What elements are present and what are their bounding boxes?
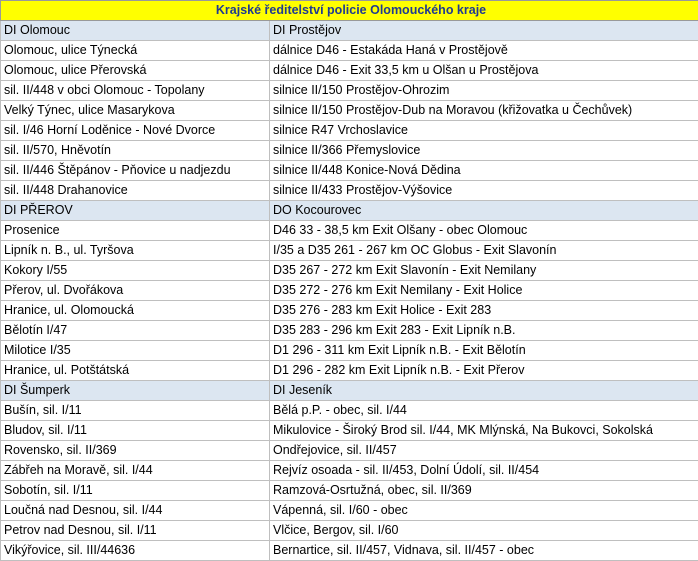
table-row [1,341,698,361]
section-header-row [1,21,698,41]
location-cell[interactable]: sil. II/448 v obci Olomouc - Topolany [1,81,270,101]
table-row [1,421,698,441]
location-cell[interactable]: Prosenice [1,221,270,241]
route-cell[interactable]: D35 276 - 283 km Exit Holice - Exit 283 [270,301,698,321]
table-row [1,401,698,421]
table-row [1,521,698,541]
route-cell[interactable]: I/35 a D35 261 - 267 km OC Globus - Exit Slavonín [270,241,698,261]
location-cell[interactable]: Velký Týnec, ulice Masarykova [1,101,270,121]
route-cell[interactable]: D1 296 - 311 km Exit Lipník n.B. - Exit Bělotín [270,341,698,361]
table-row [1,281,698,301]
table-row [1,121,698,141]
table-row [1,141,698,161]
table-row [1,221,698,241]
table-row [1,161,698,181]
table-title[interactable]: Krajské ředitelství policie Olomouckého kraje [1,1,698,21]
table-row [1,501,698,521]
route-cell[interactable]: Bělá p.P. - obec, sil. I/44 [270,401,698,421]
route-cell[interactable]: D1 296 - 282 km Exit Lipník n.B. - Exit Přerov [270,361,698,381]
location-cell[interactable]: Petrov nad Desnou, sil. I/11 [1,521,270,541]
location-cell[interactable]: Rovensko, sil. II/369 [1,441,270,461]
location-cell[interactable]: Vikýřovice, sil. III/44636 [1,541,270,561]
location-cell[interactable]: Olomouc, ulice Týnecká [1,41,270,61]
table-row [1,101,698,121]
route-cell[interactable]: dálnice D46 - Exit 33,5 km u Olšan u Prostějova [270,61,698,81]
table-row [1,261,698,281]
route-cell[interactable]: Vlčice, Bergov, sil. I/60 [270,521,698,541]
location-cell[interactable]: Bludov, sil. I/11 [1,421,270,441]
route-cell[interactable]: D35 283 - 296 km Exit 283 - Exit Lipník n.B. [270,321,698,341]
location-cell[interactable]: Sobotín, sil. I/11 [1,481,270,501]
table-row [1,461,698,481]
table-row [1,441,698,461]
location-cell[interactable]: Kokory I/55 [1,261,270,281]
location-cell[interactable]: Bělotín I/47 [1,321,270,341]
location-cell[interactable]: Lipník n. B., ul. Tyršova [1,241,270,261]
route-cell[interactable]: D46 33 - 38,5 km Exit Olšany - obec Olomouc [270,221,698,241]
title-row [1,1,698,21]
table-row [1,181,698,201]
location-cell[interactable]: Hranice, ul. Olomoucká [1,301,270,321]
location-cell[interactable]: sil. II/570, Hněvotín [1,141,270,161]
section-header-left[interactable]: DI Olomouc [1,21,270,41]
route-cell[interactable]: Ondřejovice, sil. II/457 [270,441,698,461]
route-cell[interactable]: silnice II/150 Prostějov-Dub na Moravou (křižovatka u Čechůvek) [270,101,698,121]
location-cell[interactable]: Zábřeh na Moravě, sil. I/44 [1,461,270,481]
table-row [1,301,698,321]
section-header-left[interactable]: DI PŘEROV [1,201,270,221]
section-header-right[interactable]: DI Prostějov [270,21,698,41]
section-header-row [1,201,698,221]
location-cell[interactable]: Milotice I/35 [1,341,270,361]
route-cell[interactable]: silnice II/448 Konice-Nová Dědina [270,161,698,181]
location-cell[interactable]: sil. II/448 Drahanovice [1,181,270,201]
table-row [1,241,698,261]
location-cell[interactable]: Olomouc, ulice Přerovská [1,61,270,81]
route-cell[interactable]: dálnice D46 - Estakáda Haná v Prostějově [270,41,698,61]
route-cell[interactable]: Rejvíz osoada - sil. II/453, Dolní Údolí, sil. II/454 [270,461,698,481]
table-row [1,81,698,101]
route-cell[interactable]: D35 272 - 276 km Exit Nemilany - Exit Holice [270,281,698,301]
route-cell[interactable]: Vápenná, sil. I/60 - obec [270,501,698,521]
route-cell[interactable]: silnice II/366 Přemyslovice [270,141,698,161]
table-row [1,41,698,61]
section-header-right[interactable]: DO Kocourovec [270,201,698,221]
location-cell[interactable]: Přerov, ul. Dvořákova [1,281,270,301]
location-cell[interactable]: sil. II/446 Štěpánov - Pňovice u nadjezdu [1,161,270,181]
table-row [1,61,698,81]
route-cell[interactable]: silnice R47 Vrchoslavice [270,121,698,141]
section-header-right[interactable]: DI Jeseník [270,381,698,401]
table-row [1,481,698,501]
route-cell[interactable]: Mikulovice - Široký Brod sil. I/44, MK Mlýnská, Na Bukovci, Sokolská [270,421,698,441]
location-cell[interactable]: Hranice, ul. Potštátská [1,361,270,381]
location-cell[interactable]: sil. I/46 Horní Loděnice - Nové Dvorce [1,121,270,141]
route-cell[interactable]: silnice II/433 Prostějov-Výšovice [270,181,698,201]
table-row [1,361,698,381]
route-cell[interactable]: silnice II/150 Prostějov-Ohrozim [270,81,698,101]
route-cell[interactable]: D35 267 - 272 km Exit Slavonín - Exit Nemilany [270,261,698,281]
section-header-row [1,381,698,401]
table-row [1,321,698,341]
section-header-left[interactable]: DI Šumperk [1,381,270,401]
location-cell[interactable]: Bušín, sil. I/11 [1,401,270,421]
spreadsheet-body [1,1,698,561]
location-cell[interactable]: Loučná nad Desnou, sil. I/44 [1,501,270,521]
route-cell[interactable]: Ramzová-Osrtužná, obec, sil. II/369 [270,481,698,501]
route-cell[interactable]: Bernartice, sil. II/457, Vidnava, sil. II/457 - obec [270,541,698,561]
